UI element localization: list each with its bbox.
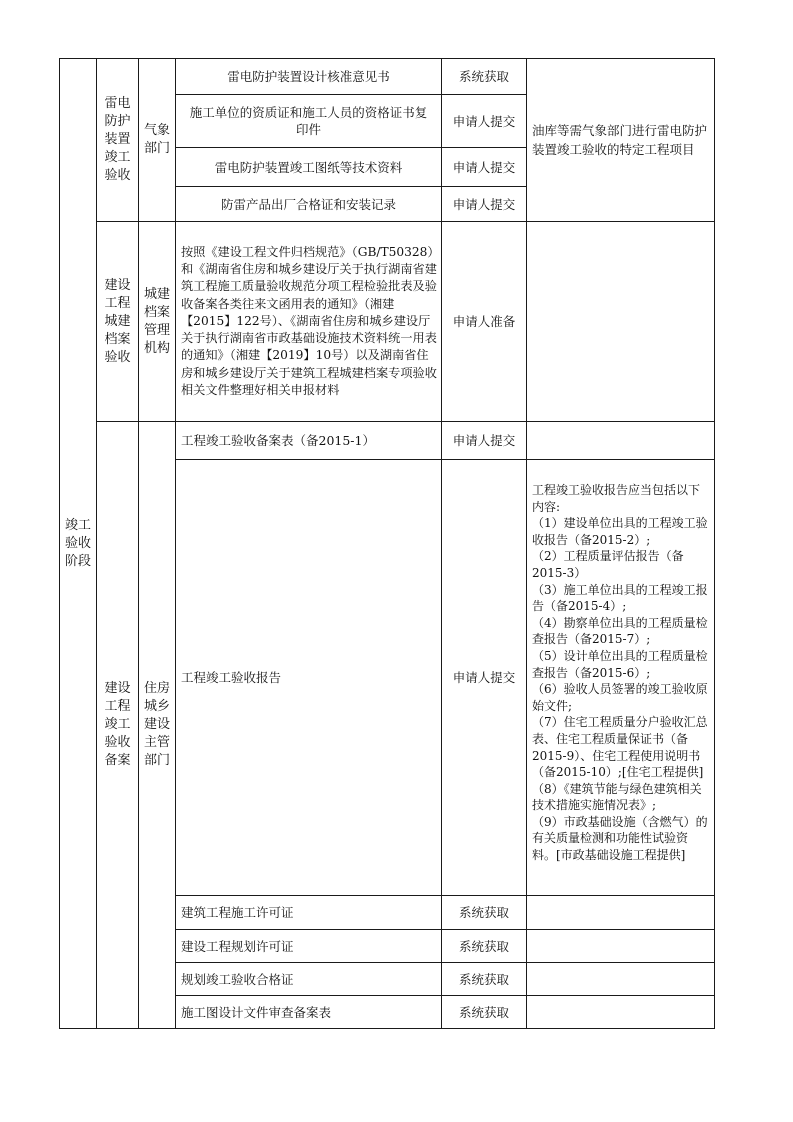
source-cell: 系统获取 — [458, 971, 509, 987]
section-name-lightning: 雷电防护装置竣工验收 — [104, 96, 131, 183]
source-cell: 申请人提交 — [452, 670, 516, 685]
note-cell — [527, 422, 714, 459]
material-cell: 施工图设计文件审查备案表 — [181, 1004, 332, 1020]
material-cell: 工程竣工验收备案表（备2015-1） — [181, 433, 375, 448]
section-dept-filing: 住房城乡建设主管部门 — [143, 681, 170, 768]
material-cell: 工程竣工验收报告 — [181, 670, 282, 685]
note-cell — [527, 896, 714, 929]
note-cell — [527, 930, 714, 962]
material-cell: 按照《建设工程文件归档规范》（GB/T50328）和《湖南省住房和城乡建设厅关于执行湖南省建筑工程施工质量验收规范分项工程检验批表及验收备案各类往来文函用表的通知》（湘建【2015】122号）、《湖南省住房和城乡建设厅关于执行湖南省市政基础设施技术资料统一用表的通知》（湘建【2019】10号）以及湖南省住房和城乡建设厅关于建筑工程城建档案专项验收相关文件整理好相关申报材料 — [181, 245, 437, 397]
material-cell: 建筑工程施工许可证 — [181, 905, 294, 920]
note-cell — [527, 963, 714, 995]
material-cell: 雷电防护装置竣工图纸等技术资料 — [214, 159, 403, 175]
source-cell: 申请人提交 — [452, 433, 516, 448]
material-cell: 建设工程规划许可证 — [181, 938, 294, 954]
note-cell — [527, 222, 714, 421]
material-cell: 施工单位的资质证和施工人员的资格证书复印件 — [189, 105, 428, 137]
source-cell: 申请人提交 — [452, 159, 516, 175]
section-dept-archives: 城建档案管理机构 — [143, 286, 170, 356]
material-cell: 规划竣工验收合格证 — [181, 971, 294, 987]
section-name-archives: 建设工程城建档案验收 — [104, 277, 131, 365]
note-cell — [527, 996, 714, 1028]
table-border-bottom — [59, 1028, 715, 1029]
source-cell: 申请人提交 — [452, 113, 516, 129]
material-cell: 雷电防护装置设计核准意见书 — [227, 69, 390, 84]
section-name-filing: 建设工程竣工验收备案 — [104, 681, 131, 768]
section-dept-lightning: 气象部门 — [143, 123, 170, 156]
note-cell: 油库等需气象部门进行雷电防护装置竣工验收的特定工程项目 — [532, 123, 708, 157]
source-cell: 申请人提交 — [452, 196, 516, 212]
source-cell: 系统获取 — [458, 905, 509, 920]
source-cell: 申请人准备 — [452, 314, 516, 329]
material-cell: 防雷产品出厂合格证和安装记录 — [220, 196, 396, 212]
source-cell: 系统获取 — [458, 938, 509, 954]
source-cell: 系统获取 — [458, 69, 509, 84]
note-cell-report-contents: 工程竣工验收报告应当包括以下内容: （1）建设单位出具的工程竣工验收报告（备2015-2）; （2）工程质量评估报告（备2015-3） （3）施工单位出具的工程竣工报告（备2015-4）; （4）勘察单位出具的工程质量检查报告（备2015-7）; （5）设计单位出具的工程质量检查报告（备2015-6）; （6）验收人员签署的竣工验收原始文件; （7）住宅工程质量分户验收汇总表、住宅工程质量保证书（备2015-9）、住宅工程使用说明书（备2015-10）;[住宅工程提供] （8）《建筑节能与绿色建筑相关技术措施实施情况表》; （9）市政基础设施（含燃气）的有关质量检测和功能性试验资料。[市政基础设施工程提供] — [532, 483, 708, 863]
stage-label: 竣工验收阶段 — [64, 517, 91, 569]
table-border-right — [714, 58, 715, 1029]
source-cell: 系统获取 — [458, 1004, 509, 1020]
stage-cell — [60, 59, 96, 1028]
